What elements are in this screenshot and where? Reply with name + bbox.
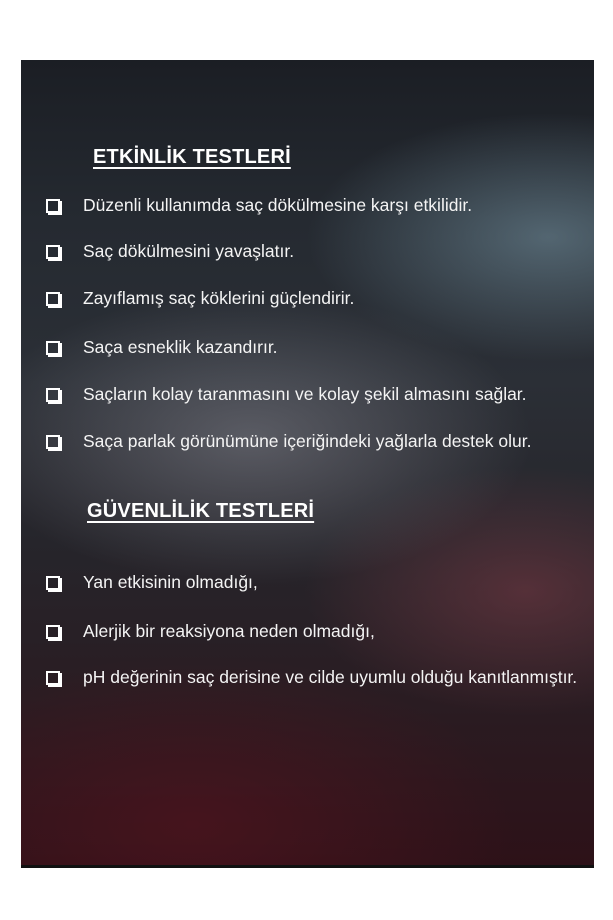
list-item	[46, 621, 375, 642]
checkbox-icon	[46, 245, 60, 259]
list-item	[46, 572, 258, 593]
list-item-text: Saça esneklik kazandırır.	[83, 337, 278, 357]
list-item-text: Saça parlak görünümüne içeriğindeki yağlarla destek olur.	[83, 431, 532, 451]
list-item-text: Saçların kolay taranmasını ve kolay şekil almasını sağlar.	[83, 384, 527, 404]
safety-tests-title: GÜVENLİLİK TESTLERİ	[87, 500, 315, 522]
list-item-text: Zayıflamış saç köklerini güçlendirir.	[83, 288, 355, 308]
list-item-text: Saç dökülmesini yavaşlatır.	[83, 241, 295, 261]
checkbox-icon	[46, 576, 60, 590]
list-item-text: pH değerinin saç derisine ve cilde uyumlu olduğu kanıtlanmıştır.	[83, 667, 578, 687]
efficacy-tests-title: ETKİNLİK TESTLERİ	[93, 146, 291, 168]
checkbox-icon	[46, 341, 60, 355]
list-item	[46, 667, 577, 688]
checkbox-icon	[46, 625, 60, 639]
list-item	[46, 337, 278, 358]
checkbox-icon	[46, 388, 60, 402]
list-item-text: Yan etkisinin olmadığı,	[83, 572, 258, 592]
list-item	[46, 431, 531, 452]
checkbox-icon	[46, 292, 60, 306]
list-item	[46, 241, 294, 262]
list-item	[46, 288, 354, 309]
list-item	[46, 384, 527, 405]
list-item	[46, 195, 472, 216]
content-panel	[21, 60, 594, 868]
list-item-text: Alerjik bir reaksiyona neden olmadığı,	[83, 621, 375, 641]
checkbox-icon	[46, 671, 60, 685]
checkbox-icon	[46, 199, 60, 213]
checkbox-icon	[46, 435, 60, 449]
list-item-text: Düzenli kullanımda saç dökülmesine karşı etkilidir.	[83, 195, 473, 215]
